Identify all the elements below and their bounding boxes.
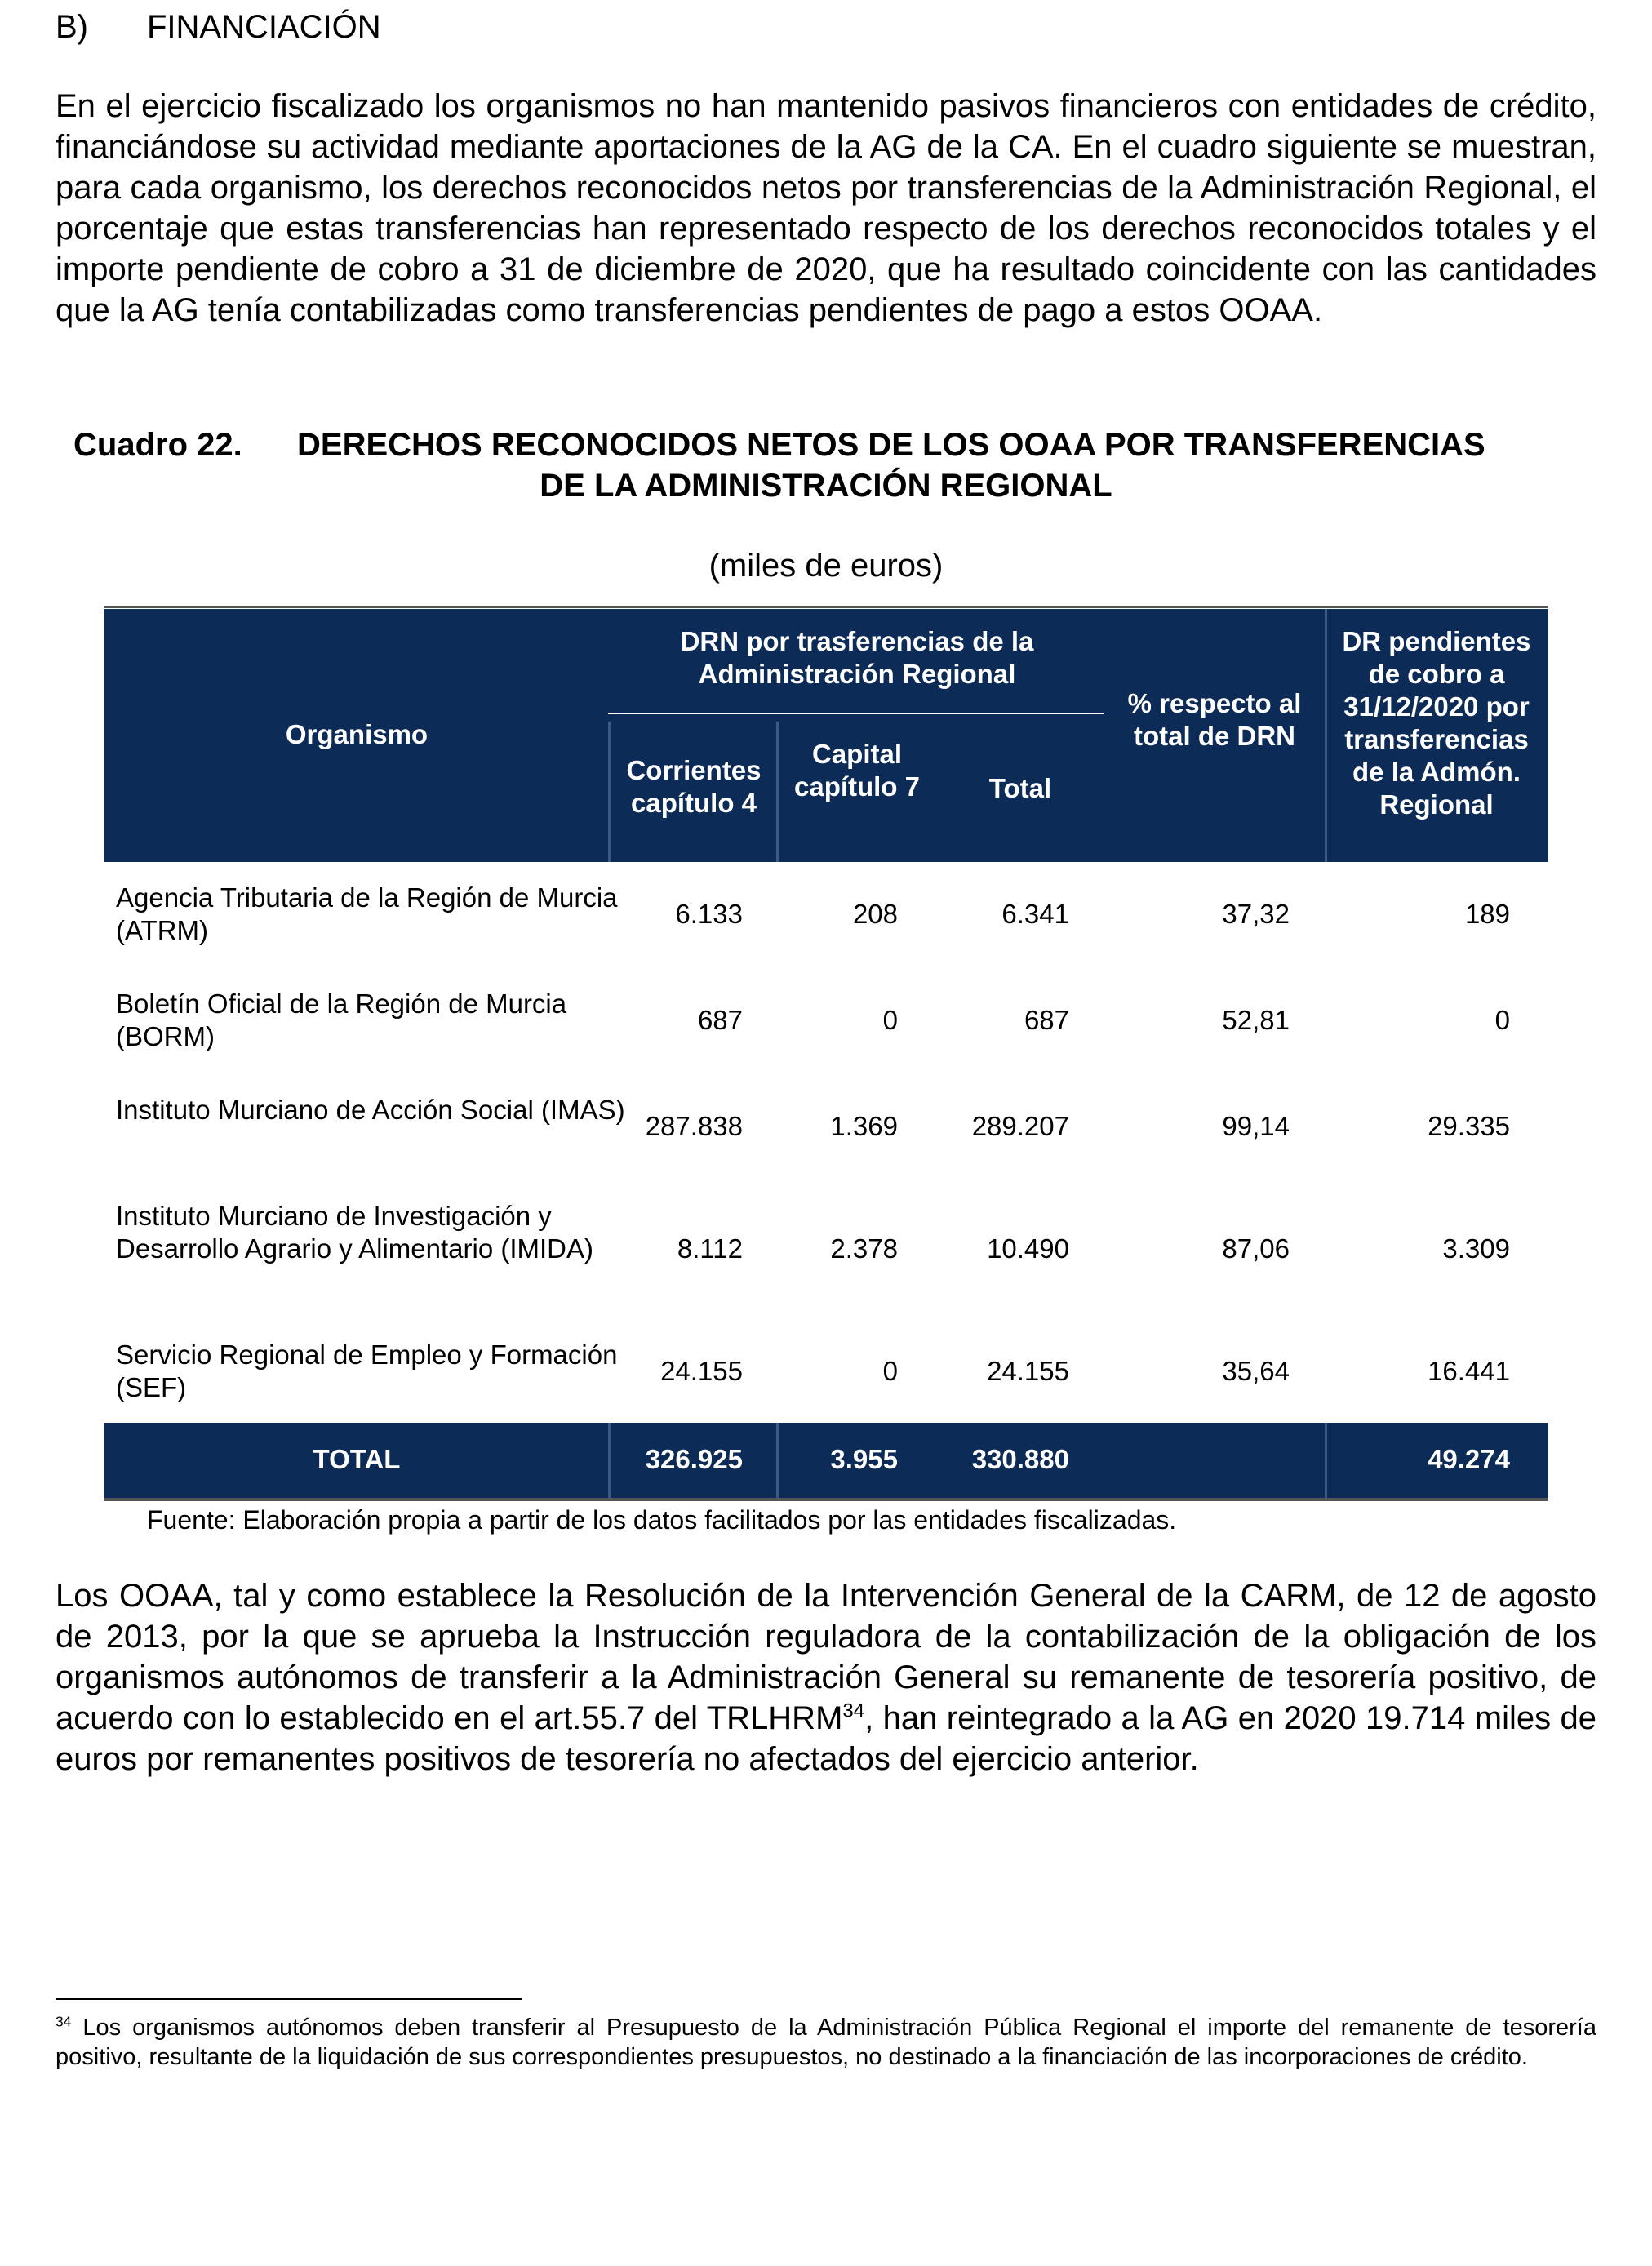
row-capital: 2.378 [830,1233,898,1264]
table-caption-number: Cuadro 22. [73,427,242,463]
row-pendientes: 189 [1464,899,1510,929]
header-organismo: Organismo [285,719,429,749]
table-source: Fuente: Elaboración propia a partir de los datos facilitados por las entidades fiscalizadas. [147,1505,1177,1535]
row-pendientes: 29.335 [1428,1111,1510,1141]
row-organismo: Servicio Regional de Empleo y Formación (SEF) [116,1340,618,1402]
section-heading [56,7,381,47]
header-drn-group: DRN por trasferencias de la Administración Regional [680,626,1034,689]
header-divider [1325,609,1327,862]
header-divider [608,722,611,862]
row-capital: 208 [852,899,898,929]
row-total: 6.341 [1001,899,1069,929]
row-pendientes: 16.441 [1428,1356,1510,1386]
total-label: TOTAL [313,1444,401,1474]
row-total: 289.207 [971,1111,1069,1141]
footnote-rule [56,1998,522,2000]
total-divider [1325,1423,1327,1498]
row-corrientes: 6.133 [675,899,743,929]
row-corrientes: 24.155 [660,1356,743,1386]
footnote [56,2013,1596,2072]
section-letter: B) [56,9,88,45]
intro-paragraph: En el ejercicio fiscalizado los organismos no han mantenido pasivos financieros con entidades de crédito, financiándose su actividad mediante aportaciones de la AG de la CA. En el cuadro siguiente se muestran, para cada organismo, los derechos reconocidos netos por transferencias de la Administración Regional, el porcentaje que estas transferencias han representado respecto de los derechos reconocidos totales y el importe pendiente de cobro a 31 de diciembre de 2020, que ha resultado coincidente con las cantidades que la AG tenía contabilizadas como transferencias pendientes de pago a estos OOAA. [56,88,1596,328]
row-total: 10.490 [987,1233,1069,1264]
header-group-underline [608,713,1104,714]
row-corrientes: 687 [697,1005,743,1035]
row-total: 687 [1024,1005,1069,1035]
table-caption-title-line2: DE LA ADMINISTRACIÓN REGIONAL [540,468,1112,504]
row-organismo: Agencia Tributaria de la Región de Murcia (ATRM) [116,882,618,945]
table-top-rule [104,606,1548,608]
footnote-reference[interactable]: 34 [842,1700,865,1722]
closing-paragraph-text-end: , han reintegrado a la AG en 2020 19.714 miles de euros por remanentes positivos de tesorería no afectados del ejercicio anterior. [56,1700,1597,1777]
row-porcentaje: 37,32 [1222,899,1290,929]
total-pendientes: 49.274 [1428,1444,1510,1474]
row-pendientes: 0 [1494,1005,1510,1035]
row-porcentaje: 52,81 [1222,1005,1290,1035]
header-total: Total [988,773,1052,803]
closing-paragraph [56,1575,1596,1779]
row-porcentaje: 35,64 [1222,1356,1290,1386]
total-capital: 3.955 [830,1444,898,1474]
row-organismo: Boletín Oficial de la Región de Murcia (BORM) [116,989,567,1051]
row-corrientes: 287.838 [645,1111,743,1141]
header-corrientes: Corrientes capítulo 4 [626,755,762,818]
row-porcentaje: 87,06 [1222,1233,1290,1264]
row-organismo: Instituto Murciano de Acción Social (IMAS) [116,1095,625,1125]
header-pendientes: DR pendientes de cobro a 31/12/2020 por transferencias de la Admón. Regional [1342,626,1531,820]
table-caption-title-line1: DERECHOS RECONOCIDOS NETOS DE LOS OOAA POR TRANSFERENCIAS [297,427,1485,463]
header-porcentaje: % respecto al total de DRN [1127,688,1302,751]
table-bottom-rule [104,1498,1548,1501]
row-pendientes: 3.309 [1442,1233,1510,1264]
row-capital: 1.369 [830,1111,898,1141]
total-divider [608,1423,611,1498]
row-corrientes: 8.112 [677,1233,743,1264]
row-capital: 0 [882,1005,898,1035]
row-organismo: Instituto Murciano de Investigación y Desarrollo Agrario y Alimentario (IMIDA) [116,1201,594,1264]
total-total: 330.880 [971,1444,1069,1474]
section-title: FINANCIACIÓN [147,9,381,45]
header-divider [776,722,779,862]
row-total: 24.155 [987,1356,1069,1386]
footnote-number: 34 [56,2013,72,2030]
header-capital: Capital capítulo 7 [793,739,921,802]
total-corrientes: 326.925 [645,1444,743,1474]
row-porcentaje: 99,14 [1222,1111,1290,1141]
row-capital: 0 [882,1356,898,1386]
footnote-text: Los organismos autónomos deben transferir al Presupuesto de la Administración Pública Regional el importe del remanente de tesorería positivo, resultante de la liquidación de sus correspondientes presupuestos, no destinado a la financiación de las incorporaciones de crédito. [56,2015,1596,2070]
closing-paragraph-text: Los OOAA, tal y como establece la Resolución de la Intervención General de la CARM, de 12 de agosto de 2013, por la que se aprueba la Instrucción reguladora de la contabilización de la obligación de los organismos autónomos de transferir a la Administración General su remanente de tesorería positivo, de acuerdo con lo establecido en el art.55.7 del TRLHRM [56,1578,1596,1736]
table-units: (miles de euros) [708,548,944,584]
